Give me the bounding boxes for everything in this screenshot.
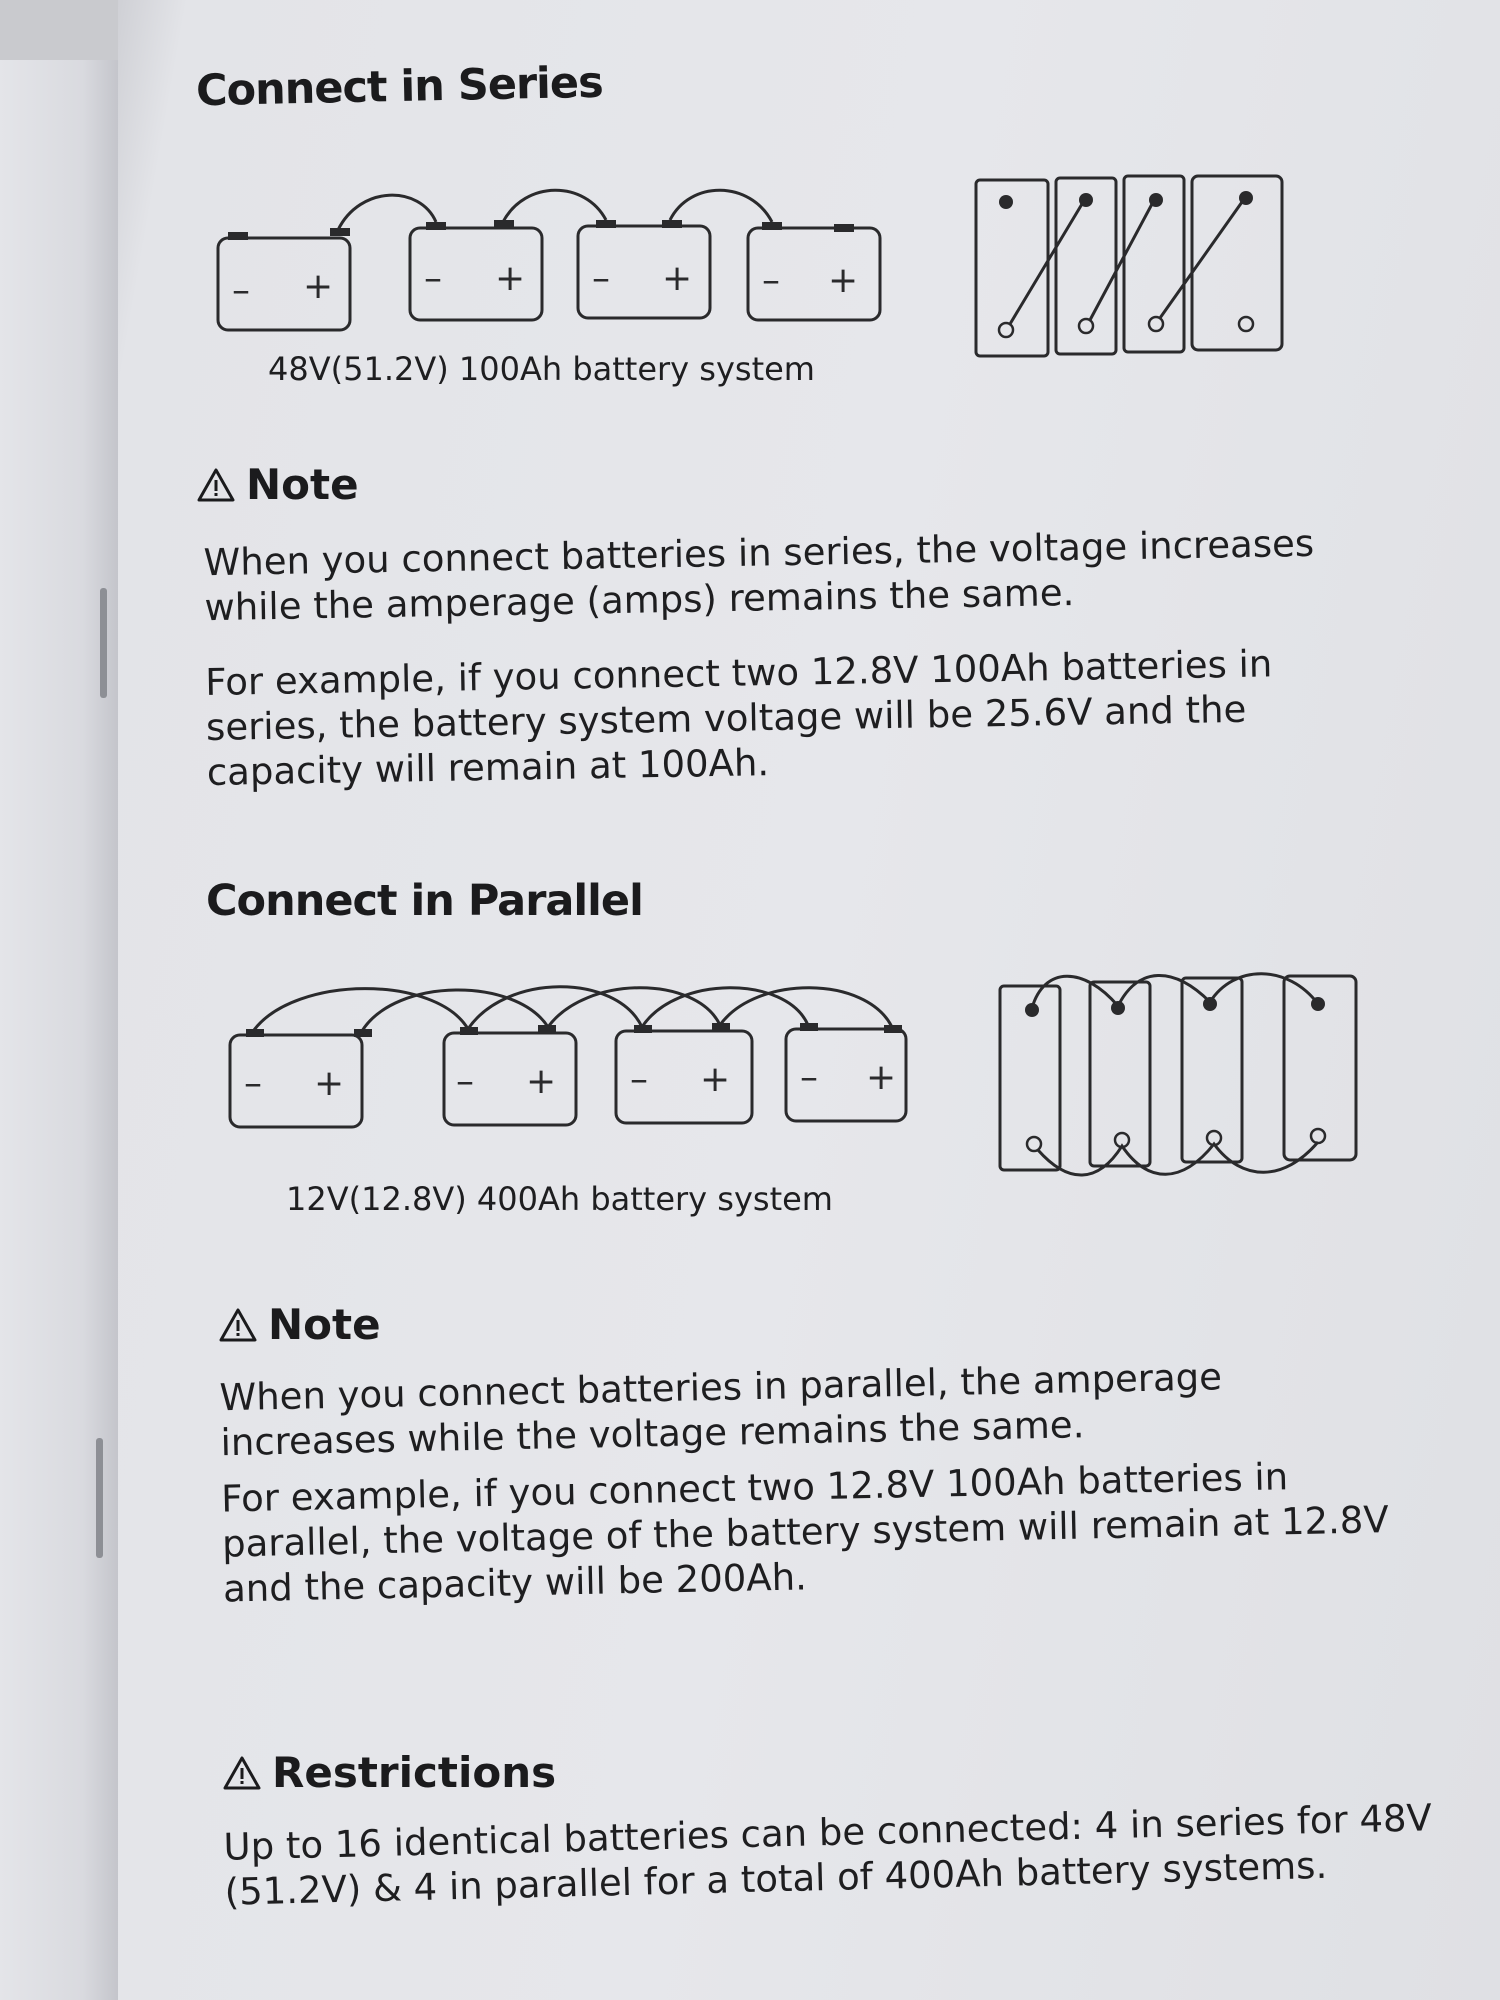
series-battery-4-pos-label: + — [828, 260, 859, 301]
parallel-cable-pos-1 — [362, 990, 548, 1031]
parallel-note-title — [218, 1300, 381, 1349]
series-battery-2-neg-label: – — [424, 258, 442, 299]
parallel-battery-2-neg-label: – — [456, 1061, 474, 1102]
parallel-topview-pos-4 — [1311, 1129, 1325, 1143]
series-battery-3 — [578, 220, 710, 318]
series-battery-4 — [748, 222, 880, 320]
series-note-paragraph-2: For example, if you connect two 12.8V 100Ah batteries in series, the battery system voltage will be 25.6V and the capacity will remain at 100Ah. — [204, 642, 1273, 794]
parallel-battery-1-pos-label: + — [314, 1063, 345, 1104]
parallel-caption: 12V(12.8V) 400Ah battery system — [286, 1180, 833, 1218]
restrictions-title-text: Restrictions — [272, 1748, 557, 1797]
parallel-cables — [254, 987, 892, 1031]
series-topview-neg-1 — [999, 195, 1013, 209]
parallel-heading: Connect in Parallel — [206, 876, 643, 926]
parallel-battery-diagram — [226, 985, 906, 1145]
binding-stitch-bottom — [96, 1438, 103, 1558]
series-battery-diagram — [210, 180, 890, 340]
parallel-cable-neg-1 — [254, 989, 468, 1030]
parallel-note-paragraph-2: For example, if you connect two 12.8V 100Ah batteries in parallel, the voltage of the battery system will remain at 12.8V and the capacity will be 200Ah. — [220, 1455, 1390, 1611]
series-battery-4-neg-label: – — [762, 260, 780, 301]
series-jumper-cables — [338, 190, 772, 230]
binding-stitch-top — [100, 588, 107, 698]
parallel-note-paragraph-1: When you connect batteries in parallel, the amperage increases while the voltage remains the same. — [219, 1355, 1223, 1465]
series-topview-diagram — [970, 172, 1350, 362]
series-cable-1 — [338, 195, 436, 230]
warning-triangle-icon — [218, 1307, 258, 1343]
series-battery-3-pos-label: + — [662, 258, 693, 299]
series-topview-pos-4 — [1239, 317, 1253, 331]
series-caption: 48V(51.2V) 100Ah battery system — [268, 350, 815, 388]
series-topview-pos-2 — [1079, 319, 1093, 333]
series-topview-link-1 — [1010, 204, 1082, 324]
series-battery-1-pos-label: + — [303, 266, 334, 307]
parallel-battery-3-neg-label: – — [630, 1059, 648, 1100]
parallel-battery-1 — [230, 1029, 372, 1127]
series-battery-1-neg-label: – — [232, 270, 250, 311]
series-topview-battery-4 — [1192, 176, 1282, 350]
series-topview-link-3 — [1160, 202, 1242, 318]
parallel-topview-neg-bus — [1032, 974, 1318, 1008]
series-battery-2 — [410, 220, 542, 320]
parallel-topview-pos-1 — [1027, 1137, 1041, 1151]
parallel-battery-1-neg-label: – — [244, 1063, 262, 1104]
series-topview-pos-1 — [999, 323, 1013, 337]
series-topview-link-2 — [1090, 204, 1152, 320]
parallel-cable-neg-3 — [642, 988, 808, 1027]
series-note-title-text: Note — [246, 460, 359, 509]
parallel-topview-neg-1 — [1025, 1003, 1039, 1017]
left-page-edge — [0, 60, 118, 2000]
parallel-topview-neg-4 — [1311, 997, 1325, 1011]
series-cable-2 — [503, 190, 606, 222]
series-note-title — [196, 460, 359, 509]
warning-triangle-icon — [222, 1755, 262, 1791]
parallel-battery-4-neg-label: – — [800, 1057, 818, 1098]
series-battery-1 — [218, 228, 350, 330]
series-battery-2-pos-label: + — [495, 258, 526, 299]
parallel-note-title-text: Note — [268, 1300, 381, 1349]
parallel-battery-3 — [616, 1023, 752, 1123]
manual-page — [118, 0, 1500, 2000]
parallel-topview-diagram — [998, 970, 1398, 1180]
parallel-battery-4-pos-label: + — [866, 1057, 897, 1098]
series-battery-1-terminal-pos — [330, 228, 350, 236]
series-battery-3-neg-label: – — [592, 258, 610, 299]
series-cable-3 — [670, 190, 772, 222]
parallel-topview-pos-bus — [1038, 1142, 1318, 1175]
restrictions-text: Up to 16 identical batteries can be connected: 4 in series for 48V (51.2V) & 4 in parallel for a total of 400Ah battery systems. — [223, 1796, 1433, 1914]
parallel-topview-neg-3 — [1203, 997, 1217, 1011]
parallel-battery-2-pos-label: + — [526, 1061, 557, 1102]
parallel-battery-2 — [444, 1025, 576, 1125]
restrictions-title — [222, 1748, 556, 1797]
series-topview-pos-3 — [1149, 317, 1163, 331]
parallel-topview-neg-2 — [1111, 1001, 1125, 1015]
warning-triangle-icon — [196, 467, 236, 503]
series-note-paragraph-1: When you connect batteries in series, the voltage increases while the amperage (amps) remains the same. — [203, 521, 1315, 630]
series-heading: Connect in Series — [195, 57, 604, 117]
parallel-battery-4 — [786, 1023, 906, 1121]
parallel-battery-3-pos-label: + — [700, 1059, 731, 1100]
